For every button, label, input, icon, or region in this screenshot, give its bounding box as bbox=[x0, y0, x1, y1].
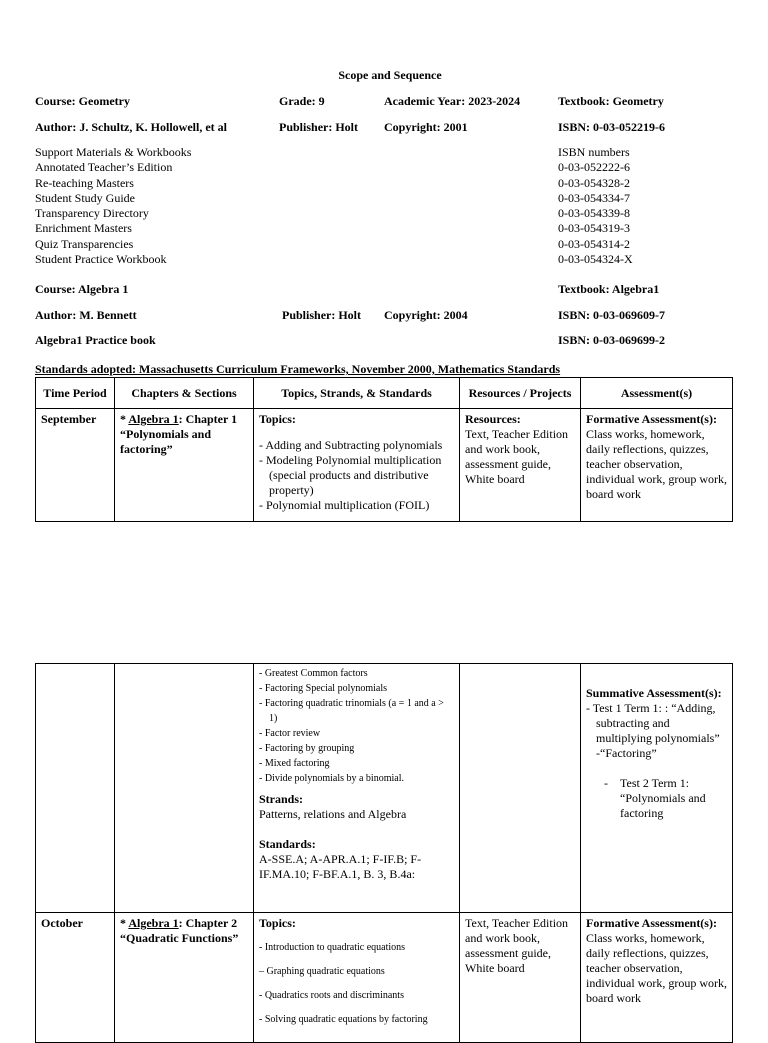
support-materials-list bbox=[35, 145, 191, 267]
chapter-prefix: * bbox=[120, 916, 129, 930]
algebra-isbn: ISBN: 0-03-069609-7 bbox=[558, 308, 665, 322]
topics-cell bbox=[254, 664, 460, 913]
header-topics: Topics, Strands, & Standards bbox=[254, 378, 460, 409]
topic-item: - Mixed factoring bbox=[259, 758, 330, 769]
table-row bbox=[36, 913, 733, 1043]
topic-item: - Solving quadratic equations by factoring bbox=[259, 1014, 428, 1025]
support-material-item: Enrichment Masters bbox=[35, 221, 132, 236]
support-material-item: Re-teaching Masters bbox=[35, 175, 134, 190]
chapter-title: : Chapter 2 “Quadratic Functions” bbox=[120, 916, 239, 945]
algebra-copyright: Copyright: 2004 bbox=[384, 308, 468, 322]
assessment-cell bbox=[581, 409, 733, 522]
topics-label: Topics: bbox=[259, 916, 296, 930]
header-resources: Resources / Projects bbox=[460, 378, 581, 409]
summative-label: Summative Assessment(s): bbox=[586, 686, 722, 700]
table-header-row bbox=[36, 378, 733, 409]
topic-item: - Greatest Common factors bbox=[259, 668, 368, 679]
schedule-table bbox=[35, 377, 733, 522]
topic-item: - Modeling Polynomial multiplication (special products and distributive property) bbox=[259, 453, 442, 497]
summative-test-2 bbox=[586, 776, 727, 821]
table-row bbox=[36, 664, 733, 913]
chapter-book: Algebra 1 bbox=[128, 916, 179, 930]
geometry-publisher: Publisher: Holt bbox=[279, 120, 359, 134]
formative-label: Formative Assessment(s): bbox=[586, 412, 717, 426]
topics-cell bbox=[254, 913, 460, 1043]
assessment-cell bbox=[581, 664, 733, 913]
standards-text: A-SSE.A; A-APR.A.1; F-IF.B; F-IF.MA.10; F-BF.A.1, B. 3, B.4a: bbox=[259, 852, 422, 881]
resources-text: Text, Teacher Edition and work book, assessment guide, White board bbox=[465, 427, 569, 486]
summative-test-1: - Test 1 Term 1: : “Adding, subtracting and multiplying polynomials” -“Factoring” bbox=[586, 701, 720, 760]
formative-label: Formative Assessment(s): bbox=[586, 916, 717, 930]
geometry-academic-year: Academic Year: 2023-2024 bbox=[384, 94, 521, 108]
isbn-number-item: ISBN numbers bbox=[558, 145, 630, 159]
topic-item: - Adding and Subtracting polynomials bbox=[259, 438, 443, 452]
formative-text: Class works, homework, daily reflections, quizzes, teacher observation, individual work, group work, board work bbox=[586, 427, 727, 501]
resources-label: Resources: bbox=[465, 412, 521, 426]
topic-item: - Factoring quadratic trinomials (a = 1 and a > 1) bbox=[259, 698, 444, 724]
summative-dash: - bbox=[604, 776, 608, 790]
geometry-copyright: Copyright: 2001 bbox=[384, 120, 468, 134]
period-cell bbox=[36, 664, 115, 913]
topic-item: – Graphing quadratic equations bbox=[259, 966, 385, 977]
support-material-item: Annotated Teacher’s Edition bbox=[35, 160, 173, 175]
geometry-textbook: Textbook: Geometry bbox=[558, 94, 664, 108]
isbn-number-item: 0-03-054314-2 bbox=[558, 236, 630, 251]
isbn-numbers-list bbox=[558, 145, 633, 267]
isbn-number-item: 0-03-052222-6 bbox=[558, 160, 630, 175]
topics-list bbox=[259, 438, 454, 513]
geometry-author: Author: J. Schultz, K. Hollowell, et al bbox=[35, 120, 227, 134]
schedule-table-continued bbox=[35, 663, 733, 1043]
resources-cell bbox=[460, 409, 581, 522]
support-material-item: Transparency Directory bbox=[35, 206, 149, 221]
chapter-cell bbox=[115, 913, 254, 1043]
geometry-isbn: ISBN: 0-03-052219-6 bbox=[558, 120, 665, 134]
strands-label: Strands: bbox=[259, 792, 304, 806]
topic-item: - Factor review bbox=[259, 728, 321, 739]
topics-label: Topics: bbox=[259, 412, 296, 426]
chapter-prefix: * bbox=[120, 412, 129, 426]
assessment-cell bbox=[581, 913, 733, 1043]
algebra-textbook: Textbook: Algebra1 bbox=[558, 282, 660, 296]
header-chapters: Chapters & Sections bbox=[115, 378, 254, 409]
resources-cell bbox=[460, 913, 581, 1043]
topics-cell bbox=[254, 409, 460, 522]
period-label: September bbox=[41, 412, 97, 426]
header-assessment: Assessment(s) bbox=[581, 378, 733, 409]
isbn-number-item: 0-03-054319-3 bbox=[558, 221, 630, 236]
algebra-author: Author: M. Bennett bbox=[35, 308, 137, 322]
period-cell bbox=[36, 409, 115, 522]
algebra-practice-isbn: ISBN: 0-03-069699-2 bbox=[558, 333, 665, 347]
topic-item: - Quadratics roots and discriminants bbox=[259, 990, 404, 1001]
period-cell bbox=[36, 913, 115, 1043]
algebra-practice-book: Algebra1 Practice book bbox=[35, 333, 156, 347]
header-time-period: Time Period bbox=[36, 378, 115, 409]
topics-list bbox=[259, 666, 454, 786]
period-label: October bbox=[41, 916, 83, 930]
standards-adopted: Standards adopted: Massachusetts Curriculum Frameworks, November 2000, Mathematics Standards bbox=[35, 362, 561, 376]
topic-item: - Polynomial multiplication (FOIL) bbox=[259, 498, 430, 512]
table-row bbox=[36, 409, 733, 522]
support-material-item: Quiz Transparencies bbox=[35, 236, 134, 251]
support-material-item: Support Materials & Workbooks bbox=[35, 145, 192, 159]
strands-text: Patterns, relations and Algebra bbox=[259, 807, 407, 821]
algebra-course: Course: Algebra 1 bbox=[35, 282, 129, 296]
isbn-number-item: 0-03-054324-X bbox=[558, 252, 633, 267]
resources-cell bbox=[460, 664, 581, 913]
topic-item: - Factoring Special polynomials bbox=[259, 683, 388, 694]
isbn-number-item: 0-03-054339-8 bbox=[558, 206, 630, 221]
algebra-publisher: Publisher: Holt bbox=[282, 308, 362, 322]
standards-label: Standards: bbox=[259, 837, 316, 851]
chapter-cell bbox=[115, 664, 254, 913]
isbn-number-item: 0-03-054328-2 bbox=[558, 175, 630, 190]
support-material-item: Student Study Guide bbox=[35, 190, 136, 205]
chapter-cell bbox=[115, 409, 254, 522]
chapter-title: : Chapter 1 “Polynomials and factoring” bbox=[120, 412, 238, 456]
page-title: Scope and Sequence bbox=[338, 68, 442, 82]
resources-text: Text, Teacher Edition and work book, assessment guide, White board bbox=[465, 916, 569, 975]
geometry-grade: Grade: 9 bbox=[279, 94, 325, 108]
isbn-number-item: 0-03-054334-7 bbox=[558, 190, 630, 205]
chapter-book: Algebra 1 bbox=[128, 412, 179, 426]
topic-item: - Divide polynomials by a binomial. bbox=[259, 773, 404, 784]
geometry-course: Course: Geometry bbox=[35, 94, 130, 108]
support-material-item: Student Practice Workbook bbox=[35, 252, 167, 267]
topic-item: - Factoring by grouping bbox=[259, 743, 355, 754]
topic-item: - Introduction to quadratic equations bbox=[259, 942, 406, 953]
summative-test-2-text: Test 2 Term 1: “Polynomials and factoring bbox=[620, 776, 706, 820]
formative-text: Class works, homework, daily reflections, quizzes, teacher observation, individual work, group work, board work bbox=[586, 931, 727, 1005]
